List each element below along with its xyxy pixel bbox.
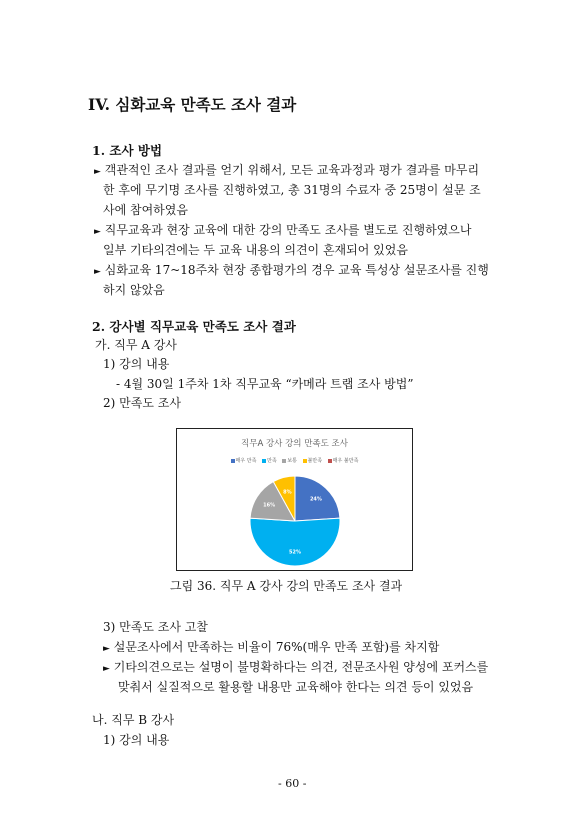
satisfaction-pie-chart bbox=[176, 428, 413, 571]
section-title: IV. 심화교육 만족도 조사 결과 bbox=[88, 95, 297, 114]
discussion-line-1-text: 설문조사에서 만족하는 비율이 76%(매우 만족 포함)를 차지함 bbox=[113, 640, 440, 654]
pie-data-label: 24% bbox=[309, 496, 322, 503]
figure-caption: 그림 36. 직무 A 강사 강의 만족도 조사 결과 bbox=[170, 579, 403, 593]
subheading-instructor-b: 나. 직무 B 강사 bbox=[92, 713, 175, 727]
chart-title: 직무A 강사 강의 만족도 조사 bbox=[241, 439, 348, 449]
method-line-1 bbox=[94, 163, 479, 179]
bullet-icon: ► bbox=[94, 227, 101, 237]
legend-label: 만족 bbox=[267, 458, 277, 464]
subheading-instructor-a: 가. 직무 A 강사 bbox=[95, 338, 177, 352]
legend-label: 매우 불만족 bbox=[332, 458, 359, 464]
discussion-line-2-text: 기타의견으로는 설명이 불명확하다는 의견, 전문조사원 양성에 포커스를 bbox=[113, 660, 489, 674]
method-line-7: 하지 않았음 bbox=[103, 283, 165, 297]
method-line-2: 한 후에 무기명 조사를 진행하였고, 총 31명의 수료자 중 25명이 설문 조 bbox=[103, 183, 481, 197]
method-line-6 bbox=[94, 263, 489, 279]
method-line-1-text: 객관적인 조사 결과를 얻기 위해서, 모든 교육과정과 평가 결과를 마무리 bbox=[104, 163, 480, 177]
item-survey-discussion: 3) 만족도 조사 고찰 bbox=[103, 620, 208, 634]
method-line-5: 일부 기타의견에는 두 교육 내용의 의견이 혼재되어 있었음 bbox=[103, 243, 408, 257]
item-lecture-content-b: 1) 강의 내용 bbox=[103, 733, 170, 747]
pie-slice bbox=[250, 518, 340, 566]
discussion-line-3: 맞춰서 실질적으로 활용할 내용만 교육해야 한다는 의견 등이 있었음 bbox=[118, 680, 474, 694]
method-line-4 bbox=[94, 223, 471, 239]
method-line-4-text: 직무교육과 현장 교육에 대한 강의 만족도 조사를 별도로 진행하였으나 bbox=[104, 223, 472, 237]
discussion-line-2 bbox=[103, 660, 488, 676]
discussion-line-1 bbox=[103, 640, 439, 656]
item-lecture-content: 1) 강의 내용 bbox=[103, 357, 170, 371]
page-number: - 60 - bbox=[278, 777, 307, 790]
lecture-content-detail: - 4월 30일 1주차 1차 직무교육 “카메라 트랩 조사 방법” bbox=[116, 377, 414, 391]
legend-label: 매우 만족 bbox=[235, 458, 257, 464]
bullet-icon: ► bbox=[103, 644, 110, 654]
item-satisfaction-survey: 2) 만족도 조사 bbox=[103, 396, 181, 410]
method-line-3: 사에 참여하였음 bbox=[103, 203, 188, 217]
heading-instructor-results: 2. 강사별 직무교육 만족도 조사 결과 bbox=[92, 319, 296, 334]
pie-plot bbox=[177, 429, 412, 570]
pie-data-label: 16% bbox=[263, 502, 276, 509]
legend-label: 보통 bbox=[287, 458, 297, 464]
bullet-icon: ► bbox=[94, 267, 101, 277]
legend-label: 불만족 bbox=[307, 458, 323, 464]
heading-survey-method: 1. 조사 방법 bbox=[92, 143, 163, 158]
pie-data-label: 8% bbox=[283, 489, 292, 496]
bullet-icon: ► bbox=[103, 664, 110, 674]
method-line-6-text: 심화교육 17~18주차 현장 종합평가의 경우 교육 특성상 설문조사를 진행 bbox=[104, 263, 489, 277]
bullet-icon: ► bbox=[94, 167, 101, 177]
pie-data-label: 52% bbox=[289, 549, 301, 556]
